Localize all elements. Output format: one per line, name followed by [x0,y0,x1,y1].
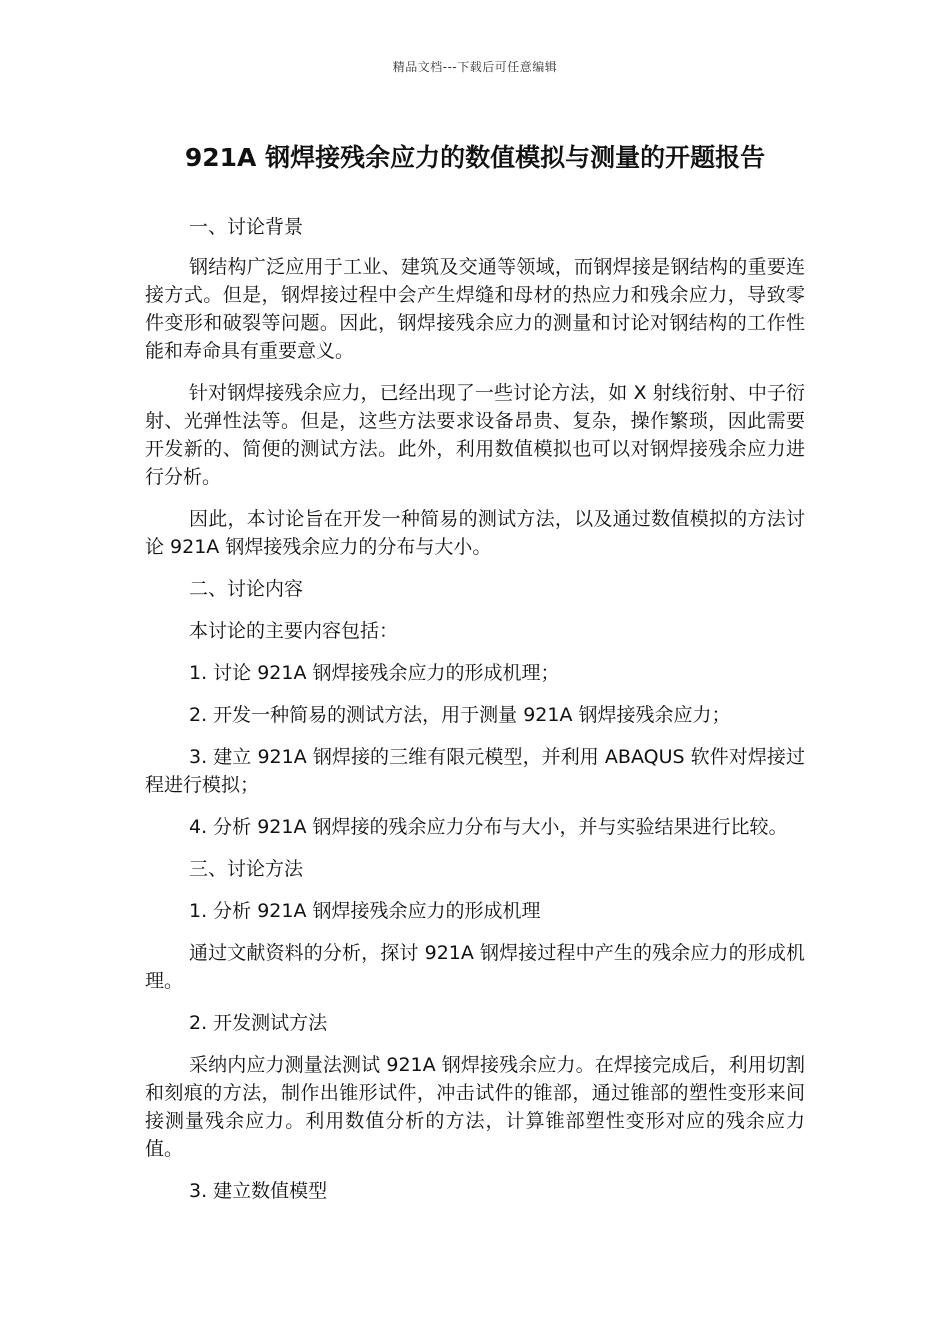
paragraph-background-1: 钢结构广泛应用于工业、建筑及交通等领域，而钢焊接是钢结构的重要连接方式。但是，钢焊接过程中会产生焊缝和母材的热应力和残余应力，导致零件变形和破裂等问题。因此，钢焊接残余应力的测量和讨论对钢结构的工作性能和寿命具有重要意义。 [145,256,805,362]
subheading-method-2: 2. 开发测试方法 [189,1012,328,1034]
list-item-content-1: 1. 讨论 921A 钢焊接残余应力的形成机理； [189,662,560,684]
paragraph-method-2: 采纳内应力测量法测试 921A 钢焊接残余应力。在焊接完成后，利用切割和刻痕的方法，制作出锥形试件，冲击试件的锥部，通过锥部的塑性变形来间接测量残余应力。利用数值分析的方法，计算锥部塑性变形对应的残余应力值。 [145,1054,805,1160]
subheading-method-3: 3. 建立数值模型 [189,1180,328,1202]
paragraph-background-2: 针对钢焊接残余应力，已经出现了一些讨论方法，如 X 射线衍射、中子衍射、光弹性法等。但是，这些方法要求设备昂贵、复杂，操作繁琐，因此需要开发新的、简便的测试方法。此外，利用数值模拟也可以对钢焊接残余应力进行分析。 [145,382,805,488]
section-heading-method: 三、讨论方法 [189,858,304,880]
list-item-content-3: 3. 建立 921A 钢焊接的三维有限元模型，并利用 ABAQUS 软件对焊接过程进行模拟； [145,746,805,796]
page-header-note: 精品文档---下载后可任意编辑 [392,60,558,74]
section-heading-background: 一、讨论背景 [189,216,304,238]
paragraph-content-intro: 本讨论的主要内容包括： [189,620,399,642]
list-item-content-2: 2. 开发一种简易的测试方法，用于测量 921A 钢焊接残余应力； [189,704,731,726]
paragraph-background-3: 因此，本讨论旨在开发一种简易的测试方法，以及通过数值模拟的方法讨论 921A 钢焊接残余应力的分布与大小。 [145,508,805,558]
subheading-method-1: 1. 分析 921A 钢焊接残余应力的形成机理 [189,900,541,922]
document-title: 921A 钢焊接残余应力的数值模拟与测量的开题报告 [184,143,766,172]
section-heading-content: 二、讨论内容 [189,578,304,600]
list-item-content-4: 4. 分析 921A 钢焊接的残余应力分布与大小，并与实验结果进行比较。 [189,816,788,838]
paragraph-method-1: 通过文献资料的分析，探讨 921A 钢焊接过程中产生的残余应力的形成机理。 [145,942,805,992]
document-body [145,213,805,1219]
